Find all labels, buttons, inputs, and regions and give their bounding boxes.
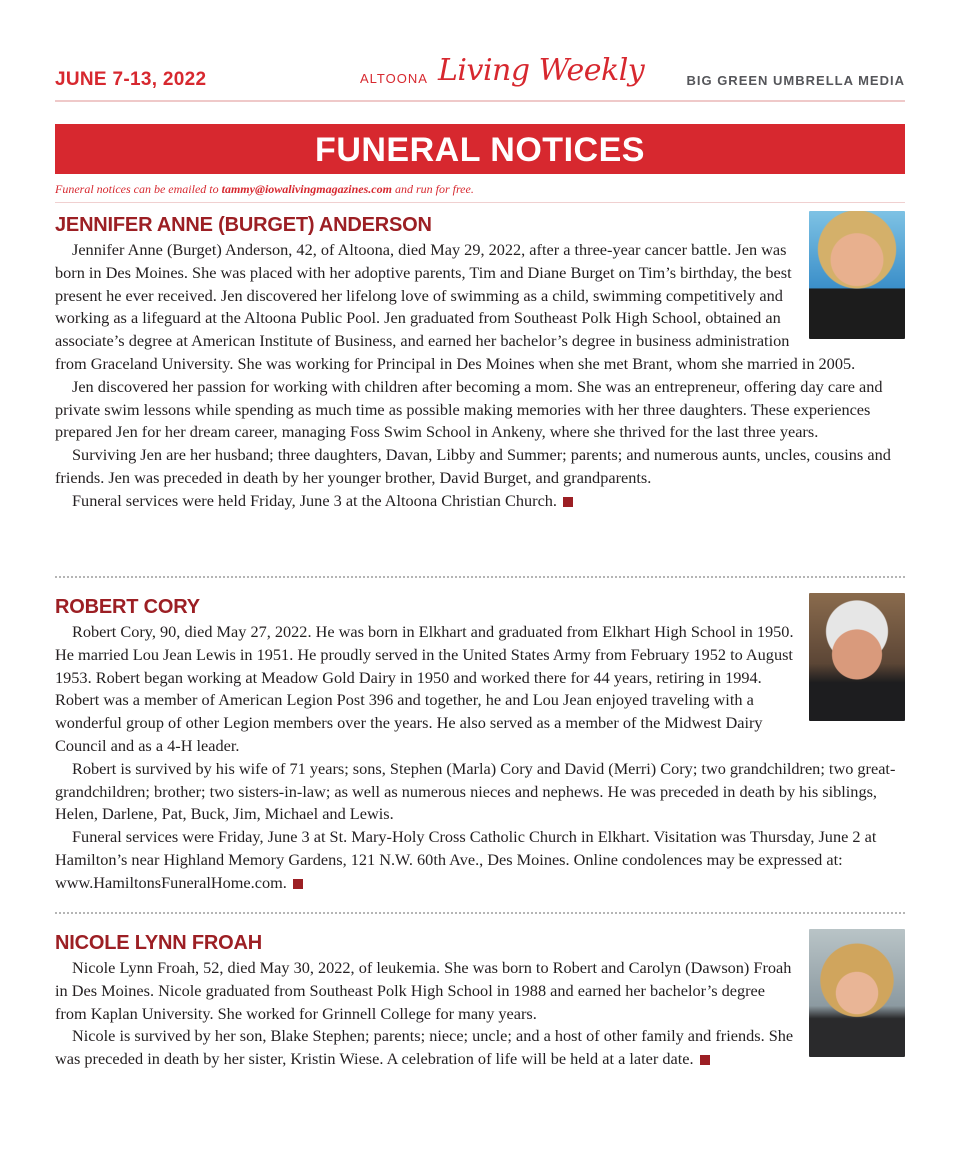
obituary-name: JENNIFER ANNE (BURGET) ANDERSON — [55, 214, 432, 236]
submission-note — [55, 182, 474, 197]
obituary-paragraph: Jen discovered her passion for working with children after becoming a mom. She was an entrepreneur, offering day care and private swim lessons while spending as much time as possible making memories with her three daughters. These experiences prepared Jen for her dream career, managing Foss Swim School in Ankeny, where she thrived for the last three years. — [55, 376, 883, 442]
obituary-paragraph: Surviving Jen are her husband; three daughters, Davan, Libby and Summer; parents; and numerous aunts, uncles, cousins and friends. Jen was preceded in death by her younger brother, David Burget, and grandparents. — [55, 445, 891, 487]
page-header — [55, 55, 905, 101]
obituary-paragraph: Jennifer Anne (Burget) Anderson, 42, of Altoona, died May 29, 2022, after a three-year cancer battle. Jen was born in Des Moines. She was placed with her adoptive parents, Tim and Diane Burget on Tim’s birthday, the best present he ever received. Jen discovered her lifelong love of swimming as a child, swimming competitively and working as a lifeguard at the Altoona Public Pool. Jen graduated from Southeast Polk High School, obtained an associate’s degree at American Institute of Business, and earned her bachelor’s degree in business administration from Graceland University. She was working for Principal in Des Moines when she met Brant, whom she married in 2005. — [55, 240, 856, 373]
obituary-froah — [55, 932, 905, 1071]
obituary-cory — [55, 596, 905, 895]
portrait-photo — [809, 593, 905, 721]
obituary-paragraph — [55, 1025, 905, 1071]
issue-date: JUNE 7-13, 2022 — [55, 69, 207, 90]
obituary-paragraph — [55, 490, 905, 513]
obituary-name: ROBERT CORY — [55, 596, 200, 618]
masthead-logo — [360, 53, 645, 101]
end-mark-icon — [700, 1055, 710, 1065]
masthead-title: Living Weekly — [438, 53, 645, 88]
obituary-paragraph — [55, 826, 905, 894]
obituary-name: NICOLE LYNN FROAH — [55, 932, 262, 954]
masthead-city: ALTOONA — [360, 71, 428, 86]
obituary-paragraph-text: Funeral services were held Friday, June 3 at the Altoona Christian Church. — [72, 490, 558, 510]
note-divider — [55, 202, 905, 203]
obituary-anderson — [55, 214, 905, 513]
submission-note-text: Funeral notices can be emailed to — [55, 182, 222, 196]
submission-note-tail: and run for free. — [391, 182, 474, 196]
obituary-paragraph-text: Funeral services were Friday, June 3 at St. Mary-Holy Cross Catholic Church in Elkhart. Visitation was Thursday, June 2 at Hamilton’s near Highland Memory Gardens, 121 N.W. 60th Ave., Des Moines. Online condolences may be expressed at: www.HamiltonsFuneralHome.com. — [55, 827, 877, 892]
section-banner: FUNERAL NOTICES — [55, 124, 905, 174]
end-mark-icon — [293, 879, 303, 889]
notice-separator — [55, 576, 905, 578]
obituary-paragraph: Robert Cory, 90, died May 27, 2022. He was born in Elkhart and graduated from Elkhart High School in 1950. He married Lou Jean Lewis in 1951. He proudly served in the United States Army from February 1952 to August 1953. Robert began working at Meadow Gold Dairy in 1950 and worked there for 44 years, retiring in 1994. Robert was a member of American Legion Post 396 and together, he and Lou Jean enjoyed traveling with a wonderful group of other Legion members over the years. He also served as a member of the Midwest Dairy Council and as a 4-H leader. — [55, 622, 794, 755]
header-divider — [55, 100, 905, 102]
obituary-paragraph: Nicole Lynn Froah, 52, died May 30, 2022, of leukemia. She was born to Robert and Carolyn (Dawson) Froah in Des Moines. Nicole graduated from Southeast Polk High School in 1988 and earned her bachelor’s degree from Kaplan University. She worked for Grinnell College for many years. — [55, 958, 792, 1023]
end-mark-icon — [563, 497, 573, 507]
obituary-paragraph-text: Nicole is survived by her son, Blake Stephen; parents; niece; uncle; and a host of other family and friends. She was preceded in death by her sister, Kristin Wiese. A celebration of life will be held at a later date. — [55, 1026, 794, 1069]
obituary-paragraph: Robert is survived by his wife of 71 years; sons, Stephen (Marla) Cory and David (Merri) Cory; two grandchildren; two great-grandchildren; brother; two sisters-in-law; as well as numerous nieces and nephews. He was preceded in death by his siblings, Helen, Darlene, Pat, Buck, Jim, Michael and Lewis. — [55, 758, 896, 824]
portrait-photo — [809, 211, 905, 339]
notice-separator — [55, 912, 905, 914]
publisher-name: BIG GREEN UMBRELLA MEDIA — [686, 73, 905, 88]
portrait-photo — [809, 929, 905, 1057]
submission-email-link[interactable]: tammy@iowalivingmagazines.com — [221, 182, 392, 196]
